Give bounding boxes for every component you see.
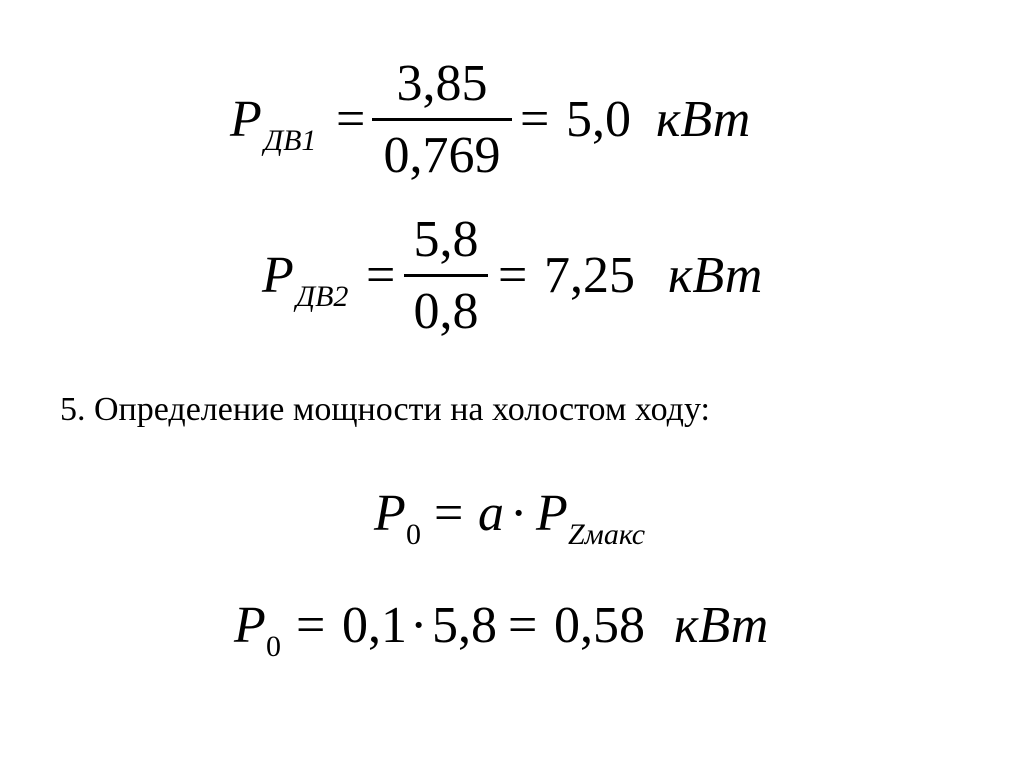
denominator: 0,8	[413, 283, 479, 340]
power-subscript: 0	[266, 630, 281, 663]
fraction	[372, 52, 512, 182]
power-subscript-2: Zмакс	[568, 518, 646, 551]
numerator: 5,8	[413, 211, 479, 268]
equals-sign: =	[520, 91, 550, 148]
fraction	[404, 208, 488, 338]
multiply-dot: ·	[510, 485, 528, 542]
coefficient-symbol: a	[478, 485, 504, 542]
power-symbol: P	[374, 485, 406, 542]
factor-b: 5,8	[432, 597, 497, 654]
denominator: 0,769	[383, 127, 501, 184]
fraction-bar	[404, 274, 488, 277]
result-value: 5,0	[566, 91, 631, 148]
unit-label: кВт	[668, 247, 763, 304]
power-symbol: P	[262, 247, 294, 304]
fraction-bar	[372, 118, 512, 121]
result-value: 7,25	[544, 247, 635, 304]
equals-sign: =	[508, 597, 538, 654]
equals-sign: =	[434, 485, 464, 542]
equals-sign: =	[366, 247, 396, 304]
power-symbol: P	[230, 91, 262, 148]
result-value: 0,58	[554, 597, 645, 654]
power-subscript: 0	[406, 518, 421, 551]
power-symbol-2: P	[536, 485, 568, 542]
section-heading: 5. Определение мощности на холостом ходу:	[60, 391, 710, 428]
power-subscript: ДВ1	[264, 124, 317, 157]
power-subscript: ДВ2	[296, 280, 349, 313]
multiply-dot: ·	[410, 597, 428, 654]
power-symbol: P	[234, 597, 266, 654]
numerator: 3,85	[396, 55, 488, 112]
equals-sign: =	[296, 597, 326, 654]
equals-sign: =	[498, 247, 528, 304]
factor-a: 0,1	[342, 597, 407, 654]
unit-label: кВт	[656, 91, 751, 148]
unit-label: кВт	[674, 597, 769, 654]
equals-sign: =	[336, 91, 366, 148]
